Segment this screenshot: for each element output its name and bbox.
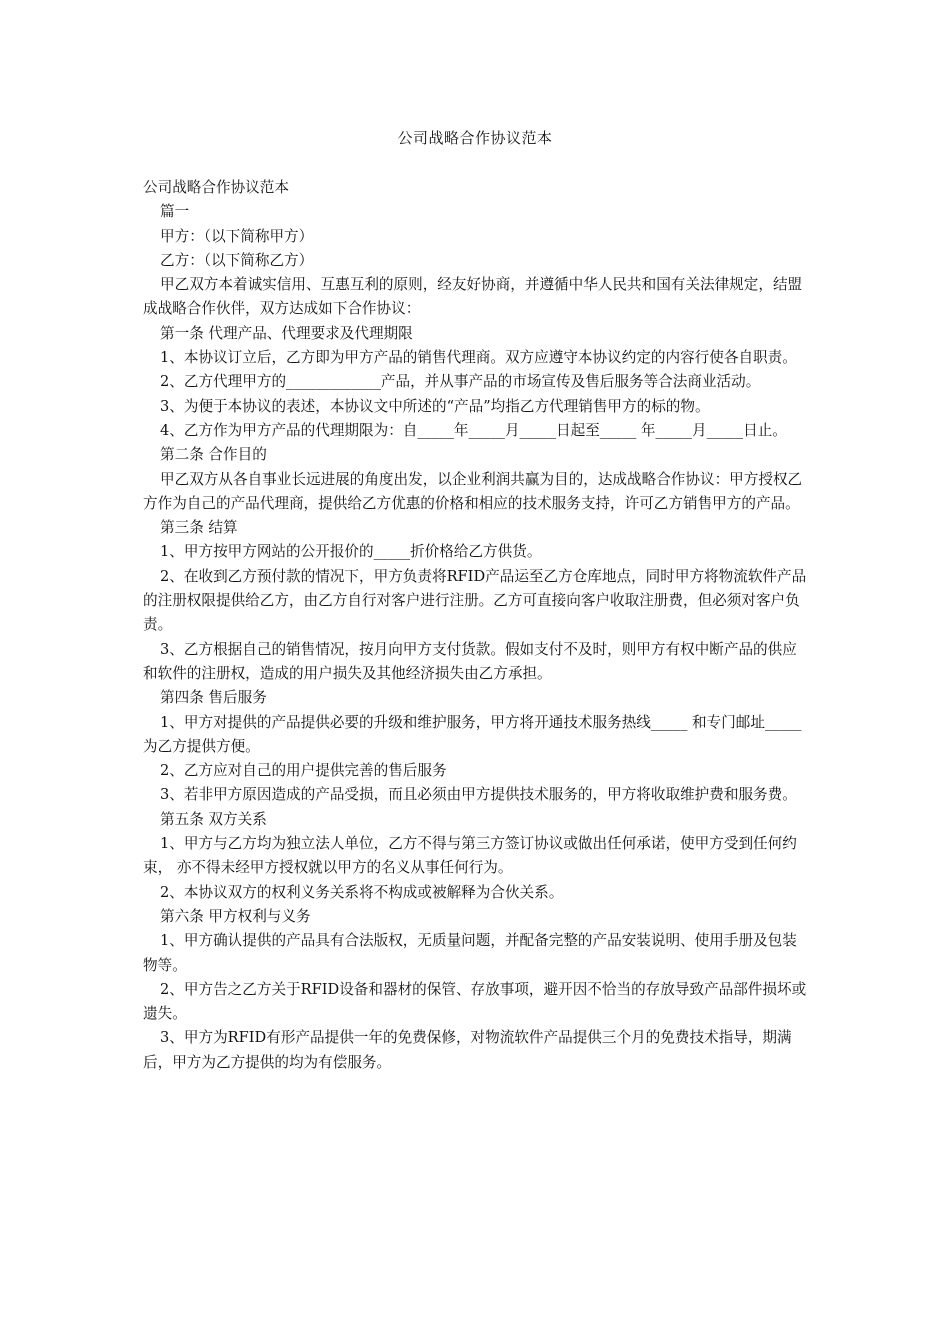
paragraph: 1、甲方确认提供的产品具有合法版权，无质量问题，并配备完整的产品安装说明、使用手册及包装物等。 (143, 932, 797, 974)
paragraph: 1、本协议订立后，乙方即为甲方产品的销售代理商。双方应遵守本协议约定的内容行使各自职责。 (160, 349, 797, 367)
paragraph: 3、若非甲方原因造成的产品受损，而且必须由甲方提供技术服务的，甲方将收取维护费和服务费。 (160, 786, 797, 804)
section-label: 篇一 (160, 203, 190, 221)
paragraph: 2、在收到乙方预付款的情况下，甲方负责将RFID产品运至乙方仓库地点，同时甲方将物流软件产品的注册权限提供给乙方，由乙方自行对客户进行注册。乙方可直接向客户收取注册费，但必须对客户负责。 (143, 567, 807, 634)
paragraph: 1、甲方与乙方均为独立法人单位，乙方不得与第三方签订协议或做出任何承诺，使甲方受到任何约束， 亦不得未经甲方授权就以甲方的名义从事任何行为。 (143, 835, 797, 877)
party-a-line: 甲方：（以下简称甲方） (160, 227, 314, 245)
document-body (143, 176, 808, 1075)
paragraph: 3、为便于本协议的表述，本协议文中所述的“产品”均指乙方代理销售甲方的标的物。 (160, 397, 710, 415)
paragraph: 1、甲方按甲方网站的公开报价的_____折价格给乙方供货。 (160, 543, 542, 561)
paragraph: 2、本协议双方的权利义务关系将不构成或被解释为合伙关系。 (160, 883, 564, 901)
paragraph: 1、甲方对提供的产品提供必要的升级和维护服务，甲方将开通技术服务热线_____ 和专门邮址_____ 为乙方提供方便。 (143, 713, 802, 755)
paragraph: 2、甲方告之乙方关于RFID设备和器材的保管、存放事项，避开因不恰当的存放导致产品部件损坏或遗失。 (143, 980, 807, 1023)
paragraph: 2、乙方应对自己的用户提供完善的售后服务 (160, 762, 447, 780)
article-heading: 第三条 结算 (160, 519, 238, 537)
paragraph: 4、乙方作为甲方产品的代理期限为：自_____年_____月_____日起至_____ 年_____月_____日止。 (160, 421, 787, 439)
article-heading: 第二条 合作目的 (160, 446, 267, 464)
article-heading: 第六条 甲方权利与义务 (160, 907, 311, 925)
paragraph: 3、乙方根据自己的销售情况，按月向甲方支付货款。假如支付不及时，则甲方有权中断产品的供应和软件的注册权，造成的用户损失及其他经济损失由乙方承担。 (143, 640, 797, 682)
paragraph: 2、乙方代理甲方的_____________产品，并从事产品的市场宣传及售后服务等合法商业活动。 (160, 373, 761, 391)
paragraph: 甲乙双方本着诚实信用、互惠互利的原则，经友好协商，并遵循中华人民共和国有关法律规定，结盟成战略合作伙伴，双方达成如下合作协议： (143, 276, 803, 318)
article-heading: 第五条 双方关系 (160, 810, 267, 828)
article-heading: 第四条 售后服务 (160, 689, 267, 707)
article-heading: 第一条 代理产品、代理要求及代理期限 (160, 324, 413, 342)
doc-heading: 公司战略合作协议范本 (143, 179, 289, 196)
page-title: 公司战略合作协议范本 (397, 129, 553, 147)
party-b-line: 乙方：（以下简称乙方） (160, 251, 314, 269)
paragraph: 3、甲方为RFID有形产品提供一年的免费保修，对物流软件产品提供三个月的免费技术指导，期满后，甲方为乙方提供的均为有偿服务。 (143, 1029, 792, 1071)
paragraph: 甲乙双方从各自事业长远进展的角度出发，以企业利润共赢为目的，达成战略合作协议：甲方授权乙方作为自己的产品代理商，提供给乙方优惠的价格和相应的技术服务支持，许可乙方销售甲方的产品。 (143, 470, 803, 512)
